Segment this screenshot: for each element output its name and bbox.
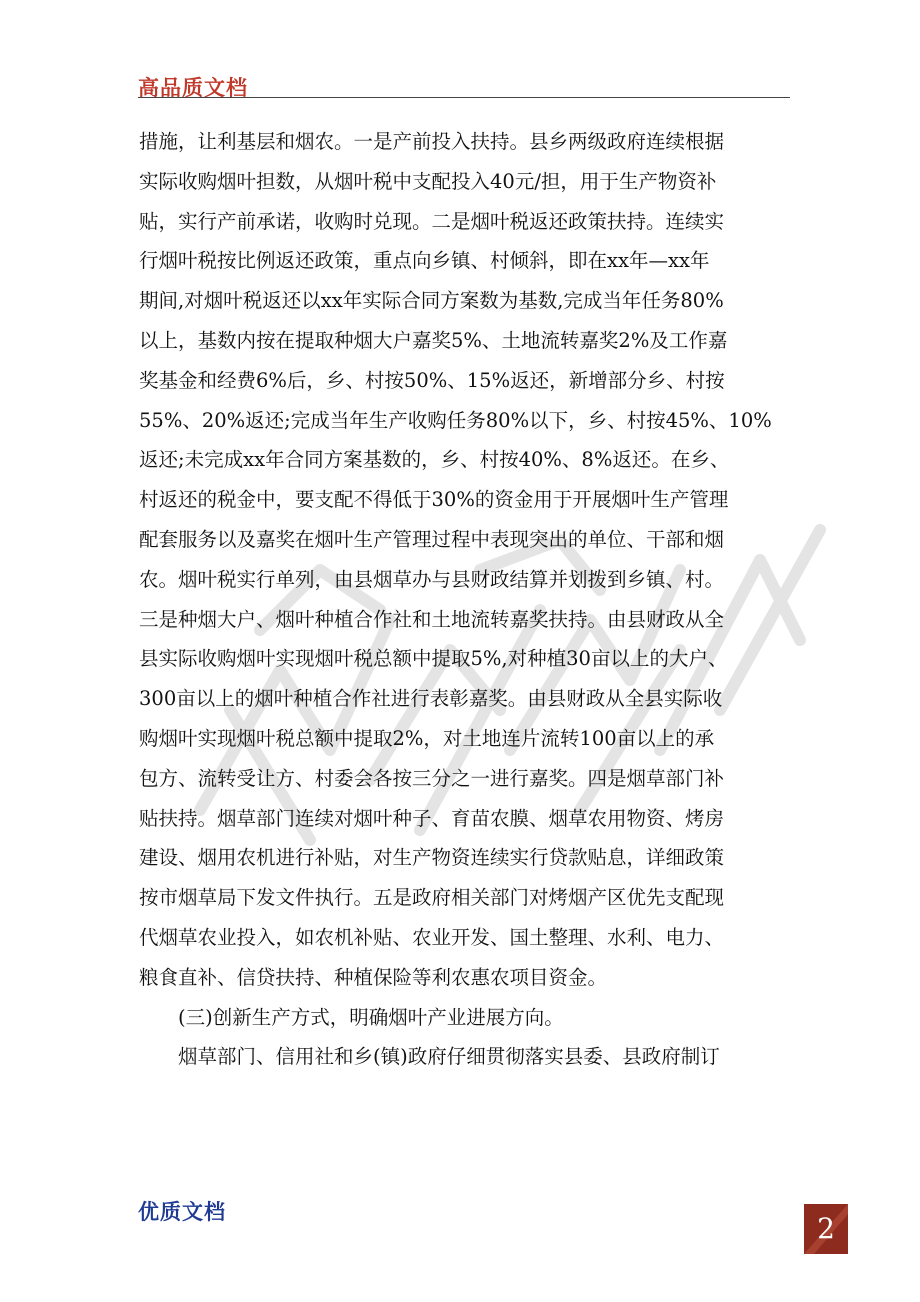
text-line: 代烟草农业投入，如农机补贴、农业开发、国土整理、水利、电力、 bbox=[139, 925, 725, 949]
text-line: 三是种烟大户、烟叶种植合作社和土地流转嘉奖扶持。由县财政从全 bbox=[139, 607, 725, 631]
document-footer-label: 优质文档 bbox=[138, 1200, 226, 1224]
text-line: 实际收购烟叶担数，从烟叶税中支配投入40元/担，用于生产物资补 bbox=[139, 169, 717, 193]
text-line: 县实际收购烟叶实现烟叶税总额中提取5%,对种植30亩以上的大户、 bbox=[139, 647, 728, 671]
text-line: 农。烟叶税实行单列，由县烟草办与县财政结算并划拨到乡镇、村。 bbox=[139, 567, 725, 591]
paragraph-start: 烟草部门、信用社和乡(镇)政府仔细贯彻落实县委、县政府制订 bbox=[178, 1045, 720, 1069]
text-line: 奖基金和经费6%后，乡、村按50%、15%返还，新增部分乡、村按 bbox=[139, 368, 725, 392]
text-line: 以上，基数内按在提取种烟大户嘉奖5%、土地流转嘉奖2%及工作嘉 bbox=[139, 328, 728, 352]
text-line: 按市烟草局下发文件执行。五是政府相关部门对烤烟产区优先支配现 bbox=[139, 886, 725, 910]
text-line: 55%、20%返还;完成当年生产收购任务80%以下，乡、村按45%、10% bbox=[139, 408, 772, 432]
document-header-title: 高品质文档 bbox=[138, 76, 248, 100]
text-line: 300亩以上的烟叶种植合作社进行表彰嘉奖。由县财政从全县实际收 bbox=[139, 687, 723, 711]
text-line: 行烟叶税按比例返还政策，重点向乡镇、村倾斜，即在xx年—xx年 bbox=[139, 249, 710, 273]
text-line: 贴扶持。烟草部门连续对烟叶种子、育苗农膜、烟草农用物资、烤房 bbox=[139, 806, 725, 830]
text-line: 期间,对烟叶税返还以xx年实际合同方案数为基数,完成当年任务80% bbox=[139, 289, 724, 313]
page-number-badge bbox=[804, 1204, 848, 1254]
text-line: 措施，让利基层和烟农。一是产前投入扶持。县乡两级政府连续根据 bbox=[139, 130, 725, 153]
text-line: 配套服务以及嘉奖在烟叶生产管理过程中表现突出的单位、干部和烟 bbox=[139, 527, 725, 551]
body-text bbox=[139, 122, 791, 1077]
page-number: 2 bbox=[817, 1212, 835, 1245]
text-line: 村返还的税金中，要支配不得低于30%的资金用于开展烟叶生产管理 bbox=[139, 488, 729, 512]
header-divider bbox=[138, 97, 790, 98]
text-line: 购烟叶实现烟叶税总额中提取2%，对土地连片流转100亩以上的承 bbox=[139, 726, 715, 750]
section-heading: (三)创新生产方式，明确烟叶产业进展方向。 bbox=[178, 1005, 564, 1029]
text-line: 建设、烟用农机进行补贴，对生产物资连续实行贷款贴息，详细政策 bbox=[139, 846, 725, 870]
text-line: 包方、流转受让方、村委会各按三分之一进行嘉奖。四是烟草部门补 bbox=[139, 766, 725, 790]
text-line: 贴，实行产前承诺，收购时兑现。二是烟叶税返还政策扶持。连续实 bbox=[139, 209, 725, 233]
text-line: 返还;未完成xx年合同方案基数的，乡、村按40%、8%返还。在乡、 bbox=[139, 448, 730, 472]
text-line: 粮食直补、信贷扶持、种植保险等利农惠农项目资金。 bbox=[139, 965, 608, 989]
